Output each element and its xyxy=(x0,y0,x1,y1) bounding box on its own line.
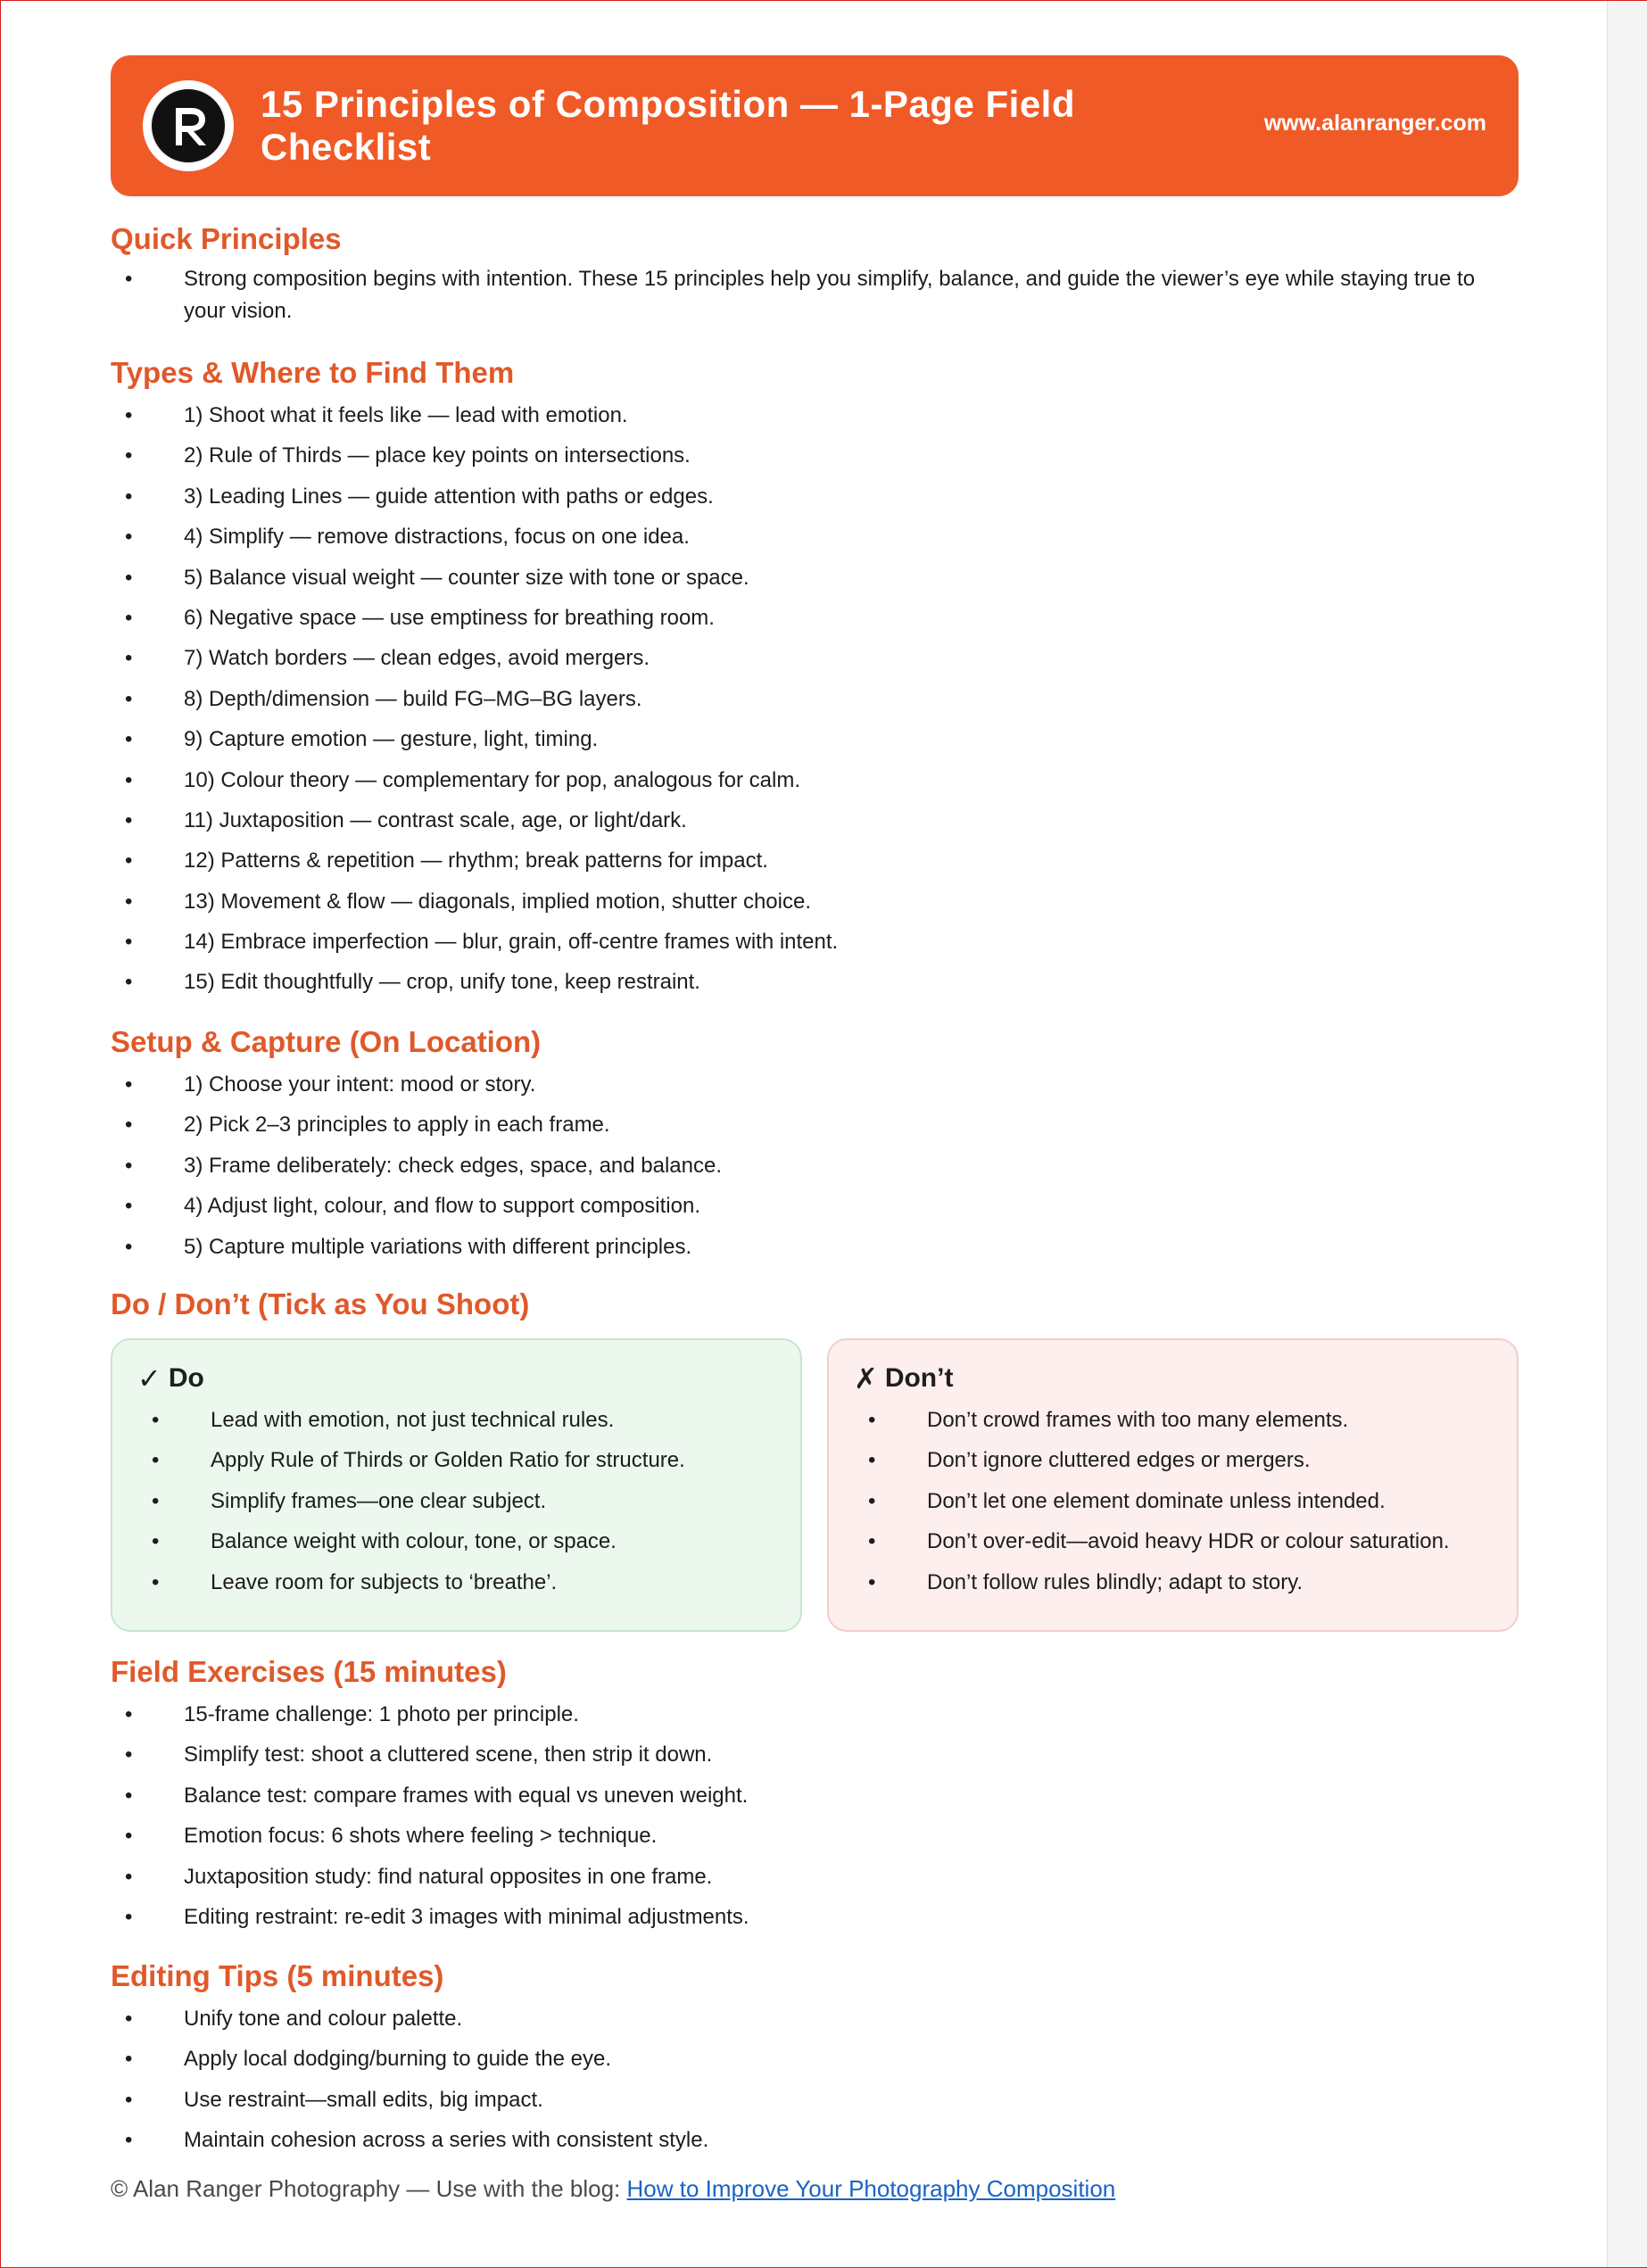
section-quick-principles xyxy=(111,221,1519,327)
editing-list xyxy=(111,2003,1519,2156)
list-item: • 14) Embrace imperfection — blur, grain, off-centre frames with intent. xyxy=(111,926,1519,958)
list-item: • Don’t let one element dominate unless intended. xyxy=(854,1486,1496,1518)
brand-logo xyxy=(143,80,234,171)
title-line-2: Checklist xyxy=(261,126,432,168)
list-item: • 4) Simplify — remove distractions, focus on one idea. xyxy=(111,521,1519,553)
list-item: • 3) Leading Lines — guide attention with paths or edges. xyxy=(111,481,1519,513)
list-item: • Unify tone and colour palette. xyxy=(111,2003,1519,2035)
list-item: • 15-frame challenge: 1 photo per principle. xyxy=(111,1699,1519,1731)
list-item: • 13) Movement & flow — diagonals, implied motion, shutter choice. xyxy=(111,886,1519,918)
do-dont-boxes xyxy=(111,1338,1519,1632)
list-item: • 3) Frame deliberately: check edges, space, and balance. xyxy=(111,1150,1519,1182)
section-setup xyxy=(111,1024,1519,1271)
list-item: • Lead with emotion, not just technical rules. xyxy=(137,1404,780,1436)
list-item: • 2) Rule of Thirds — place key points on intersections. xyxy=(111,440,1519,472)
list-item: • 10) Colour theory — complementary for pop, analogous for calm. xyxy=(111,765,1519,797)
list-item: • 7) Watch borders — clean edges, avoid mergers. xyxy=(111,642,1519,675)
page-title xyxy=(261,83,1171,169)
list-item: • Use restraint—small edits, big impact. xyxy=(111,2084,1519,2116)
list-item: • 5) Capture multiple variations with different principles. xyxy=(111,1231,1519,1263)
list-item: • Leave room for subjects to ‘breathe’. xyxy=(137,1567,780,1599)
website-url: www.alanranger.com xyxy=(1263,111,1486,136)
section-heading: Field Exercises (15 minutes) xyxy=(111,1655,507,1688)
list-item: • 12) Patterns & repetition — rhythm; break patterns for impact. xyxy=(111,845,1519,877)
list-item: • 2) Pick 2–3 principles to apply in each frame. xyxy=(111,1109,1519,1141)
do-title xyxy=(137,1362,204,1395)
list-item: • 1) Choose your intent: mood or story. xyxy=(111,1069,1519,1101)
dont-title-label: Don’t xyxy=(884,1363,954,1393)
section-heading: Quick Principles xyxy=(111,222,342,255)
list-item: • Don’t ignore cluttered edges or mergers. xyxy=(854,1444,1496,1477)
do-list xyxy=(137,1404,780,1607)
cross-icon: ✗ xyxy=(854,1362,878,1395)
section-field-exercises xyxy=(111,1654,1519,1941)
list-item: • Maintain cohesion across a series with consistent style. xyxy=(111,2124,1519,2156)
section-heading: Setup & Capture (On Location) xyxy=(111,1025,542,1058)
footer xyxy=(111,2175,1115,2203)
list-item: • Simplify frames—one clear subject. xyxy=(137,1486,780,1518)
blog-link[interactable]: How to Improve Your Photography Composition xyxy=(626,2175,1116,2202)
section-editing-tips xyxy=(111,1958,1519,2165)
section-heading: Types & Where to Find Them xyxy=(111,356,515,389)
list-item: • Juxtaposition study: find natural opposites in one frame. xyxy=(111,1861,1519,1893)
list-item: • Balance test: compare frames with equal vs uneven weight. xyxy=(111,1780,1519,1812)
list-item: • Don’t over-edit—avoid heavy HDR or colour saturation. xyxy=(854,1526,1496,1558)
list-item: • 9) Capture emotion — gesture, light, timing. xyxy=(111,724,1519,756)
types-list xyxy=(111,400,1519,998)
footer-text: © Alan Ranger Photography — Use with the blog: xyxy=(111,2175,627,2202)
list-item: • Don’t follow rules blindly; adapt to story. xyxy=(854,1567,1496,1599)
dont-title xyxy=(854,1362,953,1395)
checklist-page xyxy=(111,55,1519,2202)
list-item: • 15) Edit thoughtfully — crop, unify tone, keep restraint. xyxy=(111,966,1519,998)
list-item: • Apply Rule of Thirds or Golden Ratio for structure. xyxy=(137,1444,780,1477)
header-banner xyxy=(111,55,1519,196)
vertical-scrollbar[interactable] xyxy=(1607,1,1647,2267)
setup-list xyxy=(111,1069,1519,1263)
list-item: • 4) Adjust light, colour, and flow to support composition. xyxy=(111,1190,1519,1222)
exercises-list xyxy=(111,1699,1519,1933)
list-item: • Apply local dodging/burning to guide the eye. xyxy=(111,2043,1519,2075)
dont-box xyxy=(827,1338,1519,1632)
do-title-label: Do xyxy=(168,1363,204,1393)
list-item: • Don’t crowd frames with too many elements. xyxy=(854,1404,1496,1436)
dont-list xyxy=(854,1404,1496,1607)
logo-letter-r xyxy=(163,101,213,151)
list-item: • Editing restraint: re-edit 3 images with minimal adjustments. xyxy=(111,1901,1519,1933)
list-item: • 11) Juxtaposition — contrast scale, age, or light/dark. xyxy=(111,805,1519,837)
section-types xyxy=(111,355,1519,1007)
list-item: • 8) Depth/dimension — build FG–MG–BG layers. xyxy=(111,683,1519,716)
logo-r-icon xyxy=(150,87,227,164)
section-do-dont xyxy=(111,1287,1519,1322)
quick-list xyxy=(111,263,1519,327)
list-item: • Emotion focus: 6 shots where feeling > technique. xyxy=(111,1820,1519,1852)
list-item: • Strong composition begins with intention. These 15 principles help you simplify, balance, and guide the viewer’s eye while staying true to your vision. xyxy=(111,263,1519,327)
list-item: • 1) Shoot what it feels like — lead with emotion. xyxy=(111,400,1519,432)
section-heading: Editing Tips (5 minutes) xyxy=(111,1959,444,1992)
list-item: • Balance weight with colour, tone, or space. xyxy=(137,1526,780,1558)
list-item: • 5) Balance visual weight — counter size with tone or space. xyxy=(111,562,1519,594)
list-item: • 6) Negative space — use emptiness for breathing room. xyxy=(111,602,1519,634)
list-item: • Simplify test: shoot a cluttered scene, then strip it down. xyxy=(111,1739,1519,1771)
section-heading: Do / Don’t (Tick as You Shoot) xyxy=(111,1287,530,1320)
check-icon: ✓ xyxy=(137,1362,161,1395)
title-line-1: 15 Principles of Composition — 1-Page Field xyxy=(261,83,1075,125)
do-box xyxy=(111,1338,802,1632)
